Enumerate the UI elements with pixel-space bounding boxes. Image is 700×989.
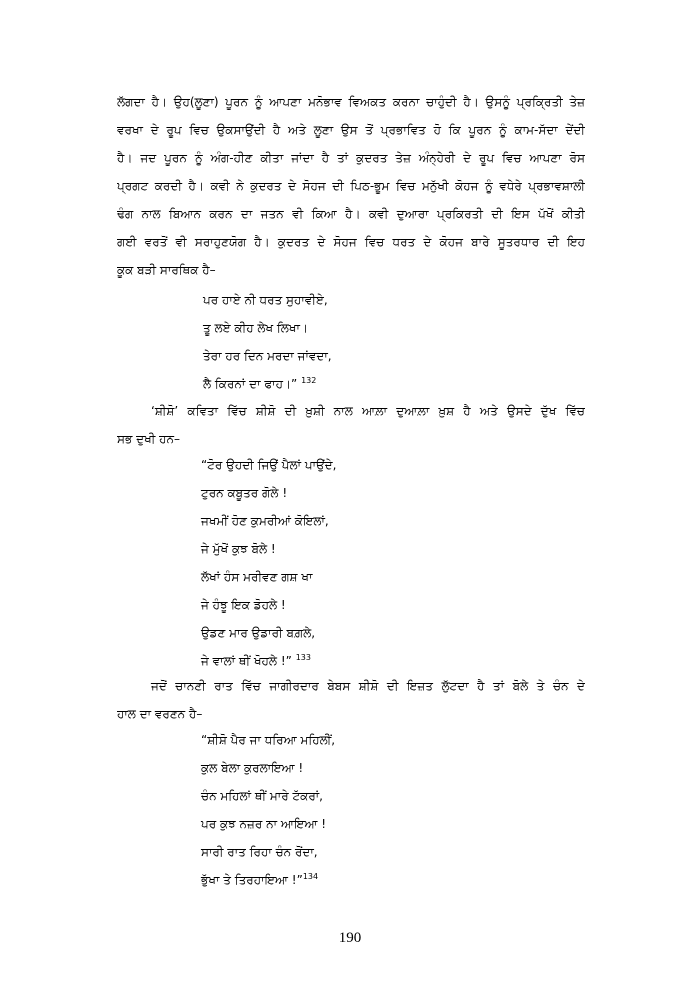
page-number: 190: [338, 930, 362, 946]
verse-line-text: ਜੇ ਵਾਲਾਂ ਥੀਂ ਖੋਹਲੇ !”: [201, 654, 292, 668]
verse-line: ਤੇਰਾ ਹਰ ਦਿਨ ਮਰਦਾ ਜਾਂਵਦਾ,: [203, 349, 332, 363]
verse-line: [201, 647, 336, 675]
verse-line-text: ਭੁੱਖਾ ਤੇ ਤਿਰਹਾਇਆ !”: [201, 873, 303, 887]
verse-line: ਪਰ ਕੁਝ ਨਜ਼ਰ ਨਾ ਆਇਆ !: [201, 817, 327, 831]
paragraph-line: ਸਭ ਦੁਖੀ ਹਨ–: [117, 432, 181, 446]
verse-line: ਜੇ ਮੁੱਖੋਂ ਕੁਝ ਬੋਲੇ !: [201, 542, 276, 556]
verse-line: ਜਖਮੀਂ ਹੋਣ ਕੁਮਰੀਆਂ ਕੋਇਲਾਂ,: [201, 514, 329, 528]
verse-line: ਟੁਰਨ ਕਬੂਤਰ ਗੋਲੇ !: [201, 486, 288, 500]
verse-line: [201, 866, 335, 894]
paragraph-line: ਜਦੋਂ ਚਾਨਣੀ ਰਾਤ ਵਿੱਚ ਜਾਗੀਰਦਾਰ ਬੇਬਸ ਸ਼ੀਸ਼ੋ ਦੀ ਇਜ਼ਤ ਲੁੱਟਦਾ ਹੈ ਤਾਂ ਬੋਲੇ ਤੇ ਚੰਨ ਦੇ: [151, 679, 585, 693]
verse-line-text: ਲੈ ਕਿਰਨਾਂ ਦਾ ਫਾਹ।”: [203, 377, 298, 391]
paragraph-line: ਪ੍ਰਗਟ ਕਰਦੀ ਹੈ। ਕਵੀ ਨੇ ਕੁਦਰਤ ਦੇ ਸੋਹਜ ਦੀ ਪਿਠ-ਭੂਮ ਵਿਚ ਮਨੁੱਖੀ ਕੋਹਜ ਨੂੰ ਵਧੇਰੇ ਪ੍ਰਭਾਵਸ਼ਾਲੀ: [117, 179, 585, 193]
paragraph-line: ਹਾਲ ਦਾ ਵਰਣਨ ਹੈ–: [117, 707, 203, 721]
verse-line: ਚੰਨ ਮਹਿਲਾਂ ਥੀਂ ਮਾਰੇ ਟੱਕਰਾਂ,: [201, 789, 323, 803]
footnote-marker: 133: [295, 653, 311, 662]
verse-line: [203, 370, 332, 398]
verse-line: ਸਾਰੀ ਰਾਤ ਰਿਹਾ ਚੰਨ ਰੋਂਦਾ,: [201, 845, 318, 859]
paragraph-line: ਹੈ। ਜਦ ਪੂਰਨ ਨੂੰ ਅੰਗ-ਹੀਣ ਕੀਤਾ ਜਾਂਦਾ ਹੈ ਤਾਂ ਕੁਦਰਤ ਤੇਜ਼ ਅੰਨ੍ਹੇਰੀ ਦੇ ਰੂਪ ਵਿਚ ਆਪਣਾ ਰੋਸ: [117, 151, 585, 165]
verse-line: ਤੂ ਲਏ ਕੀਹ ਲੇਖ ਲਿਖਾ।: [203, 321, 309, 335]
paragraph-3: [117, 672, 585, 728]
footnote-marker: 132: [301, 376, 317, 385]
verse-line: ਉਡਣ ਮਾਰ ਉਡਾਰੀ ਬਗ਼ਲੇ,: [201, 626, 316, 640]
verse-2: [201, 451, 336, 675]
verse-line: ਪਰ ਹਾਏ ਨੀ ਧਰਤ ਸੁਹਾਵੀਏ,: [203, 293, 328, 307]
footnote-marker: 134: [302, 872, 319, 881]
paragraph-2: [117, 397, 585, 453]
paragraph-line: ਢੰਗ ਨਾਲ ਬਿਆਨ ਕਰਨ ਦਾ ਜਤਨ ਵੀ ਕਿਆ ਹੈ। ਕਵੀ ਦੁਆਰਾ ਪ੍ਰਕਿਰਤੀ ਦੀ ਇਸ ਪੱਖੋਂ ਕੀਤੀ: [117, 207, 585, 221]
verse-line: “ਟੋਰ ਉਹਦੀ ਜਿਉਂ ਪੈਲਾਂ ਪਾਉਂਦੇ,: [201, 458, 337, 472]
verse-1: [203, 286, 332, 398]
verse-line: “ਸ਼ੀਸ਼ੋ ਪੈਰ ਜਾ ਧਰਿਆ ਮਹਿਲੀਂ,: [201, 733, 336, 747]
paragraph-line: ਵਰਖਾ ਦੇ ਰੂਪ ਵਿਚ ਉਕਸਾਉਂਦੀ ਹੈ ਅਤੇ ਲੂਣਾ ਉਸ ਤੋਂ ਪ੍ਰਭਾਵਿਤ ਹੋ ਕਿ ਪੂਰਨ ਨੂੰ ਕਾਮ-ਸੱਦਾ ਦੇਂਦੀ: [117, 123, 585, 137]
verse-line: ਲੱਖਾਂ ਹੰਸ ਮਰੀਵਣ ਗਸ਼ ਖਾ: [201, 570, 313, 584]
verse-line: ਜੇ ਹੰਝੂ ਇਕ ਡੋਹਲੇ !: [201, 598, 286, 612]
verse-3: [201, 726, 335, 894]
paragraph-1: [117, 88, 585, 284]
paragraph-line: ਗਈ ਵਰਤੋਂ ਵੀ ਸਰਾਹੁਣਯੋਗ ਹੈ। ਕੁਦਰਤ ਦੇ ਸੋਹਜ ਵਿਚ ਧਰਤ ਦੇ ਕੋਹਜ ਬਾਰੇ ਸੂਤਰਧਾਰ ਦੀ ਇਹ: [117, 235, 585, 249]
paragraph-line: ਕੂਕ ਬੜੀ ਸਾਰਥਿਕ ਹੈ–: [117, 263, 216, 277]
verse-line: ਕੁਲ ਬੇਲਾ ਕੁਰਲਾਇਆ !: [201, 761, 304, 775]
paragraph-line: ‘ਸ਼ੀਸ਼ੋ’ ਕਵਿਤਾ ਵਿੱਚ ਸ਼ੀਸ਼ੋ ਦੀ ਖ਼ੁਸ਼ੀ ਨਾਲ ਆਲ਼ਾ ਦੁਆਲ਼ਾ ਖ਼ੁਸ਼ ਹੈ ਅਤੇ ਉਸਦੇ ਦੁੱਖ ਵਿੱਚ: [151, 404, 585, 418]
paragraph-line: ਲੱਗਦਾ ਹੈ। ਉਹ(ਲੂਣਾ) ਪੂਰਨ ਨੂੰ ਆਪਣਾ ਮਨੋਭਾਵ ਵਿਅਕਤ ਕਰਨਾ ਚਾਹੁੰਦੀ ਹੈ। ਉਸਨੂੰ ਪ੍ਰਕ੍ਰਿਤੀ ਤੇਜ਼: [117, 95, 585, 109]
